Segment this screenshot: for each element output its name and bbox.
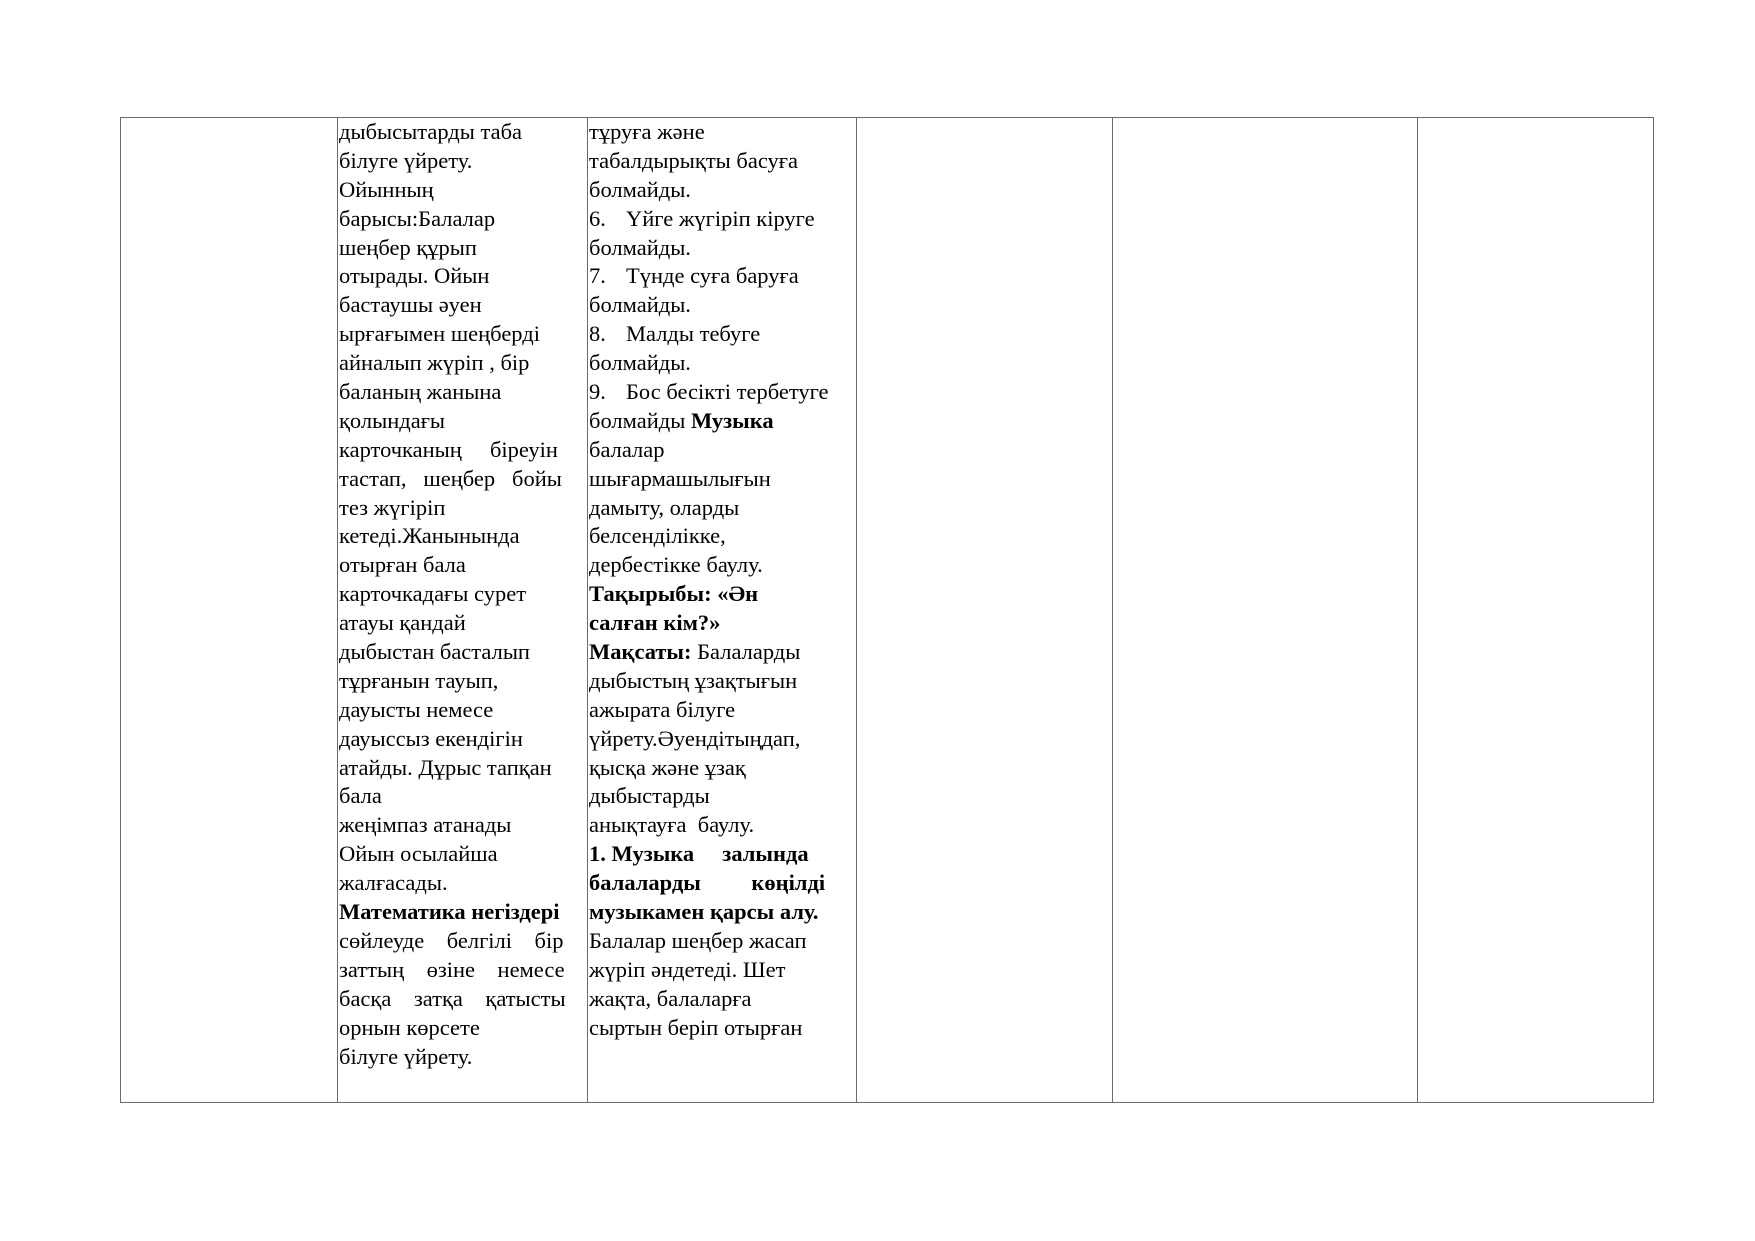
text-line: болмайды. — [589, 176, 691, 202]
text-line: болмайды. — [589, 292, 691, 318]
text-line: шығармашылығын — [589, 465, 771, 491]
text-line: дауысты немесе — [339, 696, 494, 722]
cell-empty-6 — [1418, 118, 1654, 1103]
goal-label: Мақсаты: — [589, 639, 692, 665]
text-line: болмайды. — [589, 234, 691, 260]
text-line: ажырата білуге — [589, 696, 736, 722]
text-line: белсенділікке, — [589, 523, 726, 549]
text-line — [589, 407, 855, 436]
text-line: айналып жүріп , бір — [339, 350, 530, 376]
list-item — [589, 205, 855, 234]
text-line: бала — [339, 783, 382, 809]
cell-empty-4 — [857, 118, 1113, 1103]
text-line: балалар — [589, 436, 665, 462]
text-line: атайды. Дұрыс тапқан — [339, 754, 552, 780]
rules-music-text — [588, 118, 856, 1043]
list-item-text: Үйге жүгіріп кіруге — [626, 205, 815, 231]
step-heading: 1. Музыка залында — [589, 841, 809, 867]
list-number: 7. — [589, 263, 606, 289]
text-line: анықтауға баулу. — [589, 812, 755, 838]
text-line: табалдырықты басуға — [589, 147, 798, 173]
list-number: 6. — [589, 205, 606, 231]
text-line: үйрету.Әуендітыңдап, — [589, 725, 801, 751]
plan-table — [120, 117, 1654, 1103]
text-line: басқа затқа қатысты — [339, 985, 566, 1011]
topic-heading: салған кім?» — [589, 610, 721, 636]
text-line: шеңбер құрып — [339, 234, 477, 260]
text-line: орнын көрсете — [339, 1014, 480, 1040]
text-line: тастап, шеңбер бойы — [339, 465, 562, 491]
text-line: жақта, балаларға — [589, 985, 752, 1011]
text-line: отырады. Ойын — [339, 263, 490, 289]
text-line: тез жүгіріп — [339, 494, 446, 520]
text-line: карточканың біреуін — [339, 436, 558, 462]
text-line: дамыту, оларды — [589, 494, 740, 520]
text-line: дыбыстың ұзақтығын — [589, 667, 798, 693]
text-line: барысы:Балалар — [339, 205, 496, 231]
text-line: отырған бала — [339, 552, 466, 578]
text-line: сыртын беріп отырған — [589, 1014, 803, 1040]
text-line: жалғасады. — [339, 870, 448, 896]
text-line: баланың жанына — [339, 379, 502, 405]
text-line: сөйлеуде белгілі бір — [339, 927, 564, 953]
text-line: ырғағымен шеңберді — [339, 321, 540, 347]
text-line: дыбысытарды таба — [339, 119, 522, 144]
text-line: болмайды. — [589, 350, 691, 376]
topic-heading: Тақырыбы: «Ән — [589, 581, 759, 607]
text-line: дауыссыз екендігін — [339, 725, 523, 751]
text-line: атауы қандай — [339, 610, 466, 636]
list-item-text: Малды тебуге — [626, 321, 761, 347]
cell-rules-music — [588, 118, 857, 1103]
text-line: тұрғанын тауып, — [339, 667, 499, 693]
text-line: кетеді.Жанынында — [339, 523, 520, 549]
text-line: Ойынның — [339, 176, 434, 202]
list-item — [589, 320, 855, 349]
cell-game-description — [338, 118, 588, 1103]
math-heading: Математика негіздері — [339, 899, 560, 925]
goal-text: Балаларды — [691, 639, 801, 665]
text-line: дыбыстарды — [589, 783, 710, 809]
text-line: карточкадағы сурет — [339, 581, 527, 607]
text-line: қолындағы — [339, 407, 446, 433]
text-line: қысқа және ұзақ — [589, 754, 746, 780]
list-item — [589, 378, 855, 407]
text-line: бастаушы әуен — [339, 292, 482, 318]
text-line: Балалар шеңбер жасап — [589, 927, 807, 953]
text-line: заттың өзіне немесе — [339, 956, 565, 982]
list-number: 9. — [589, 379, 606, 405]
text-line: тұруға және — [589, 119, 705, 144]
cell-empty-5 — [1113, 118, 1418, 1103]
text-line: дербестікке баулу. — [589, 552, 763, 578]
list-item-text: Түнде суға баруға — [626, 263, 799, 289]
game-description-text — [338, 118, 587, 1071]
text-line: білуге үйрету. — [339, 1043, 473, 1069]
step-heading: балаларды көңілді — [589, 870, 826, 896]
table-row — [121, 118, 1654, 1103]
goal-line — [589, 638, 855, 667]
text-line: Ойын осылайша — [339, 841, 498, 867]
inline-text: болмайды — [589, 407, 691, 433]
music-heading: Музыка — [690, 407, 774, 433]
text-line: жеңімпаз атанады — [339, 812, 512, 838]
list-item — [589, 262, 855, 291]
text-line: білуге үйрету. — [339, 147, 473, 173]
text-line: жүріп әндетеді. Шет — [589, 956, 786, 982]
step-heading: музыкамен қарсы алу. — [589, 899, 819, 925]
text-line: дыбыстан басталып — [339, 639, 530, 665]
list-item-text: Бос бесікті тербетуге — [626, 379, 829, 405]
cell-empty-1 — [121, 118, 338, 1103]
list-number: 8. — [589, 321, 606, 347]
